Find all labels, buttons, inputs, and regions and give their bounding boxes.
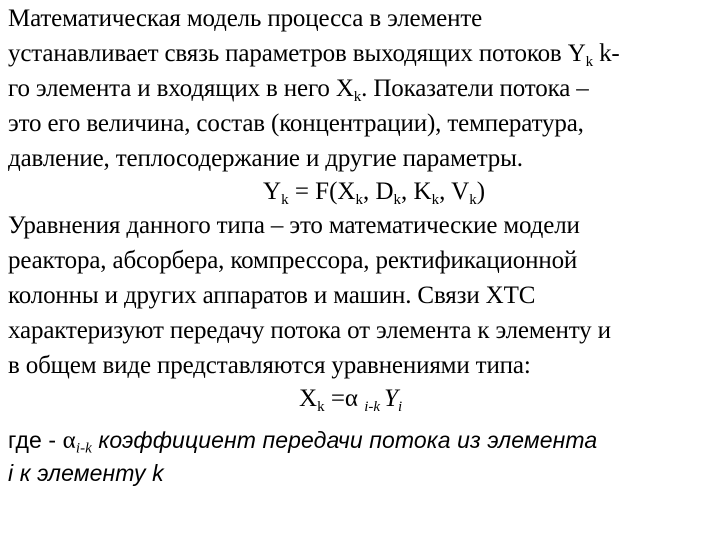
formula1-eq: = F( xyxy=(288,178,338,205)
formula1-Y: Y xyxy=(263,178,282,205)
formula1-V-sub: k xyxy=(469,191,477,208)
paragraph1-line2 xyxy=(8,39,620,69)
paragraph1-line4: это его величина, состав (концентрации), температура, xyxy=(8,110,584,137)
paragraph2-line2: реактора, абсорбера, компрессора, ректификационной xyxy=(8,247,578,274)
paragraph1-line2-tail: k- xyxy=(592,40,620,67)
definition-line1-text: коэффициент передачи потока из элемента xyxy=(91,427,598,453)
paragraph1-line5: давление, теплосодержание и другие параметры. xyxy=(8,145,523,172)
paragraph2-line1: Уравнения данного типа – это математические модели xyxy=(8,212,580,239)
formula1-X-sub: k xyxy=(355,191,363,208)
definition-alpha: α xyxy=(62,427,76,454)
paragraph1-line3 xyxy=(8,74,589,104)
paragraph1-line1: Математическая модель процесса в элементе xyxy=(8,5,483,32)
output-flow-symbol: Y xyxy=(567,40,586,67)
input-flow-symbol: X xyxy=(335,75,354,102)
formula1-D: , D xyxy=(362,178,394,205)
formula-element-model xyxy=(263,177,485,207)
formula2-Y-sub: i xyxy=(398,398,403,415)
definition-line2: i к элементу k xyxy=(8,460,164,486)
formula1-K-sub: k xyxy=(431,191,440,208)
formula2-Y: Y xyxy=(384,385,398,412)
formula1-D-sub: k xyxy=(393,191,402,208)
formula1-close: ) xyxy=(476,178,486,205)
paragraph2-line3: колонны и других аппаратов и машин. Связи ХТС xyxy=(8,282,536,309)
formula2-X-sub: k xyxy=(317,398,325,415)
definition-line1 xyxy=(8,425,597,456)
formula1-X: X xyxy=(337,178,356,205)
paragraph1-line3-tail: . Показатели потока – xyxy=(361,75,589,102)
definition-alpha-sub: i-k xyxy=(75,440,92,457)
formula1-K: , K xyxy=(401,178,432,205)
paragraph1-line3-text: го элемента и входящих в него xyxy=(8,75,336,102)
paragraph1-line2-text: устанавливает связь параметров выходящих потоков xyxy=(8,40,568,67)
formula2-X: X xyxy=(299,385,318,412)
formula1-Y-sub: k xyxy=(281,191,289,208)
paragraph2-line5: в общем виде представляются уравнениями типа: xyxy=(8,352,531,379)
input-flow-subscript: k xyxy=(353,88,362,105)
definition-prefix: где - xyxy=(8,427,63,453)
formula1-V: , V xyxy=(439,178,470,205)
paragraph2-line4: характеризуют передачу потока от элемента к элементу и xyxy=(8,317,611,344)
formula2-alpha-sub: i-k xyxy=(364,398,381,415)
formula-link-equation xyxy=(299,384,402,414)
formula2-eq-alpha: =α xyxy=(324,385,365,412)
output-flow-subscript: k xyxy=(585,53,593,70)
